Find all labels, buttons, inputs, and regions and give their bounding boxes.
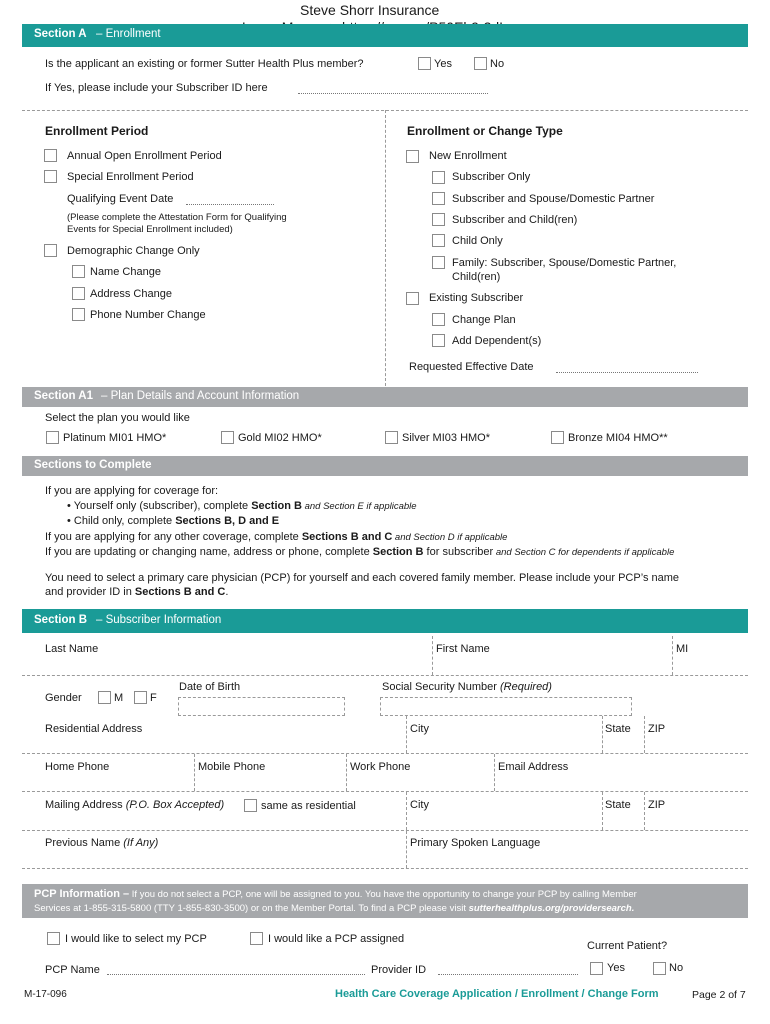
form-code: M-17-096: [24, 989, 67, 1000]
instruction-updating: [45, 546, 674, 558]
res-city-label: City: [410, 723, 429, 735]
dob-label: Date of Birth: [179, 681, 241, 693]
subscriber-spouse-label: Subscriber and Spouse/Domestic Partner: [452, 193, 655, 205]
gender-m-label: M: [114, 692, 124, 704]
demographic-change-label: Demographic Change Only: [67, 245, 200, 257]
enrollment-period-heading: Enrollment Period: [45, 124, 149, 138]
col-divider: [602, 792, 603, 830]
gender-f-checkbox[interactable]: [134, 691, 147, 704]
mailing-text: Mailing Address: [45, 799, 123, 811]
section-b-title: Section B: [34, 614, 88, 626]
mailing-address-label: [45, 799, 224, 811]
current-patient-no-label: No: [669, 962, 684, 974]
effective-date-field[interactable]: [556, 372, 698, 373]
watermark-line1: Steve Shorr Insurance: [300, 2, 440, 18]
col-divider: [602, 716, 603, 753]
pcp-instruction-2: [45, 586, 228, 598]
pcp-info-text: Services at 1-855-315-5800 (TTY 1-855-830-3500) or on the Member Portal. To find a PCP please visit: [34, 903, 469, 914]
instruction-bold: Sections B and C: [301, 531, 393, 543]
page-number: Page 2 of 7: [692, 989, 746, 1001]
address-change-checkbox[interactable]: [72, 287, 85, 300]
annual-enrollment-label: Annual Open Enrollment Period: [67, 150, 222, 162]
current-patient-label: Current Patient?: [587, 940, 668, 952]
existing-subscriber-label: Existing Subscriber: [429, 292, 524, 304]
member-question: Is the applicant an existing or former Sutter Health Plus member?: [45, 58, 364, 70]
instruction-bold: Section B: [372, 546, 424, 558]
family-checkbox[interactable]: [432, 256, 445, 269]
plan-bronze-label: Bronze MI04 HMO**: [568, 432, 668, 444]
section-a-subtitle: – Enrollment: [96, 28, 161, 40]
member-yes-label: Yes: [434, 58, 452, 70]
ssn-field[interactable]: [380, 697, 632, 716]
primary-language-label: Primary Spoken Language: [410, 837, 541, 849]
instruction-bold: Sections B, D and E: [175, 515, 280, 527]
instruction-text: • Yourself only (subscriber), complete: [67, 500, 252, 512]
address-change-label: Address Change: [90, 288, 172, 300]
qualifying-date-label: Qualifying Event Date: [67, 193, 174, 205]
instruction-text: for subscriber: [423, 546, 494, 558]
plan-silver-checkbox[interactable]: [385, 431, 398, 444]
special-enrollment-label: Special Enrollment Period: [67, 171, 194, 183]
section-a1-title: Section A1: [34, 390, 94, 402]
demographic-change-checkbox[interactable]: [44, 244, 57, 257]
change-plan-label: Change Plan: [452, 314, 516, 326]
col-divider: [644, 792, 645, 830]
ssn-label: [382, 681, 552, 693]
section-a1-subtitle: – Plan Details and Account Information: [101, 390, 300, 402]
previous-name-text: Previous Name: [45, 837, 121, 849]
instruction-child: [67, 515, 279, 527]
previous-name-label: [45, 837, 158, 849]
pcp-info-header: [22, 884, 748, 918]
plan-bronze-checkbox[interactable]: [551, 431, 564, 444]
special-enrollment-checkbox[interactable]: [44, 170, 57, 183]
member-no-label: No: [490, 58, 505, 70]
mail-state-label: State: [605, 799, 631, 811]
pcp-instruction-1: You need to select a primary care physician (PCP) for yourself and each covered family member. Please include your PCP’s name: [45, 572, 680, 584]
plan-gold-checkbox[interactable]: [221, 431, 234, 444]
phone-change-checkbox[interactable]: [72, 308, 85, 321]
name-change-checkbox[interactable]: [72, 265, 85, 278]
instruction-text: If you are applying for any other coverage, complete: [45, 531, 302, 543]
subscriber-children-label: Subscriber and Child(ren): [452, 214, 578, 226]
row-divider: [22, 753, 748, 754]
family-label-2: Child(ren): [452, 271, 501, 283]
name-change-label: Name Change: [90, 266, 161, 278]
dob-field[interactable]: [178, 697, 345, 716]
col-divider: [406, 831, 407, 868]
row-divider: [22, 868, 748, 869]
sections-to-complete-title: Sections to Complete: [34, 459, 152, 471]
col-divider: [346, 754, 347, 791]
divider: [385, 110, 386, 386]
select-pcp-checkbox[interactable]: [47, 932, 60, 945]
if-any-note: (If Any): [123, 837, 159, 849]
mail-zip-label: ZIP: [648, 799, 666, 811]
plan-silver-label: Silver MI03 HMO*: [402, 432, 491, 444]
gender-m-checkbox[interactable]: [98, 691, 111, 704]
sections-to-complete-header: [22, 456, 748, 476]
col-divider: [432, 636, 433, 675]
attestation-note-1: (Please complete the Attestation Form for Qualifying: [67, 212, 287, 223]
add-dependents-checkbox[interactable]: [432, 334, 445, 347]
row-divider: [22, 791, 748, 792]
pcp-info-title: PCP Information –: [34, 888, 130, 900]
instruction-italic: and Section C for dependents if applicable: [493, 547, 675, 558]
instruction-italic: and Section D if applicable: [392, 532, 508, 543]
subscriber-children-checkbox[interactable]: [432, 213, 445, 226]
new-enrollment-label: New Enrollment: [429, 150, 507, 162]
instruction-text: If you are updating or changing name, address or phone, complete: [45, 546, 373, 558]
qualifying-date-field[interactable]: [186, 204, 274, 205]
new-enrollment-checkbox[interactable]: [406, 150, 419, 163]
gender-label: Gender: [45, 692, 82, 704]
col-divider: [644, 716, 645, 753]
email-label: Email Address: [498, 761, 569, 773]
col-divider: [494, 754, 495, 791]
attestation-note-2: Events for Special Enrollment included): [67, 224, 233, 235]
res-state-label: State: [605, 723, 631, 735]
family-label-1: Family: Subscriber, Spouse/Domestic Partner,: [452, 257, 677, 269]
residential-address-label: Residential Address: [45, 723, 143, 735]
section-b-subtitle: – Subscriber Information: [96, 614, 222, 626]
gender-f-label: F: [150, 692, 157, 704]
plan-platinum-label: Platinum MI01 HMO*: [63, 432, 167, 444]
child-only-checkbox[interactable]: [432, 234, 445, 247]
ssn-required: (Required): [500, 681, 552, 693]
col-divider: [194, 754, 195, 791]
res-zip-label: ZIP: [648, 723, 666, 735]
assign-pcp-label: I would like a PCP assigned: [268, 933, 405, 945]
section-a-title: Section A: [34, 28, 87, 40]
mobile-phone-label: Mobile Phone: [198, 761, 266, 773]
home-phone-label: Home Phone: [45, 761, 110, 773]
instruction-italic: and Section E if applicable: [301, 501, 417, 512]
pcp-name-field[interactable]: [107, 974, 365, 975]
select-pcp-label: I would like to select my PCP: [65, 933, 207, 945]
pcp-info-text: If you do not select a PCP, one will be assigned to you. You have the opportunity to change your PCP by calling Member: [129, 889, 637, 900]
existing-subscriber-checkbox[interactable]: [406, 292, 419, 305]
mi-label: MI: [676, 643, 689, 655]
first-name-label: First Name: [436, 643, 490, 655]
member-yes-checkbox[interactable]: [418, 57, 431, 70]
annual-enrollment-checkbox[interactable]: [44, 149, 57, 162]
current-patient-yes-label: Yes: [607, 962, 625, 974]
work-phone-label: Work Phone: [350, 761, 411, 773]
coverage-intro: If you are applying for coverage for:: [45, 485, 219, 497]
subscriber-id-label: If Yes, please include your Subscriber ID here: [45, 82, 268, 94]
child-only-label: Child Only: [452, 235, 503, 247]
provider-id-field[interactable]: [438, 974, 578, 975]
plan-platinum-checkbox[interactable]: [46, 431, 59, 444]
col-divider: [406, 716, 407, 753]
section-a-header: [22, 24, 748, 47]
section-a1-header: [22, 387, 748, 407]
pcp-info-line2: [34, 902, 634, 915]
instruction-bold: Section B: [251, 500, 302, 512]
member-no-checkbox[interactable]: [474, 57, 487, 70]
provider-search-link[interactable]: sutterhealthplus.org/providersearch.: [468, 903, 635, 914]
change-type-heading: Enrollment or Change Type: [407, 124, 563, 138]
row-divider: [22, 830, 748, 831]
subscriber-only-label: Subscriber Only: [452, 171, 531, 183]
last-name-label: Last Name: [45, 643, 99, 655]
col-divider: [406, 792, 407, 830]
mail-city-label: City: [410, 799, 429, 811]
instruction-bold: Sections B and C: [134, 586, 226, 598]
pcp-name-label: PCP Name: [45, 964, 100, 976]
current-patient-no-checkbox[interactable]: [653, 962, 666, 975]
section-b-header: [22, 609, 748, 633]
select-plan-label: Select the plan you would like: [45, 412, 190, 424]
instruction-text: • Child only, complete: [67, 515, 176, 527]
instruction-yourself: [67, 500, 417, 512]
same-as-residential-label: same as residential: [261, 800, 356, 812]
same-as-residential-checkbox[interactable]: [244, 799, 257, 812]
form-title: Health Care Coverage Application / Enrollment / Change Form: [335, 988, 659, 1000]
provider-id-label: Provider ID: [371, 964, 427, 976]
pcp-info-line1: [34, 888, 637, 901]
instruction-other: [45, 531, 507, 543]
change-plan-checkbox[interactable]: [432, 313, 445, 326]
subscriber-only-checkbox[interactable]: [432, 171, 445, 184]
add-dependents-label: Add Dependent(s): [452, 335, 542, 347]
phone-change-label: Phone Number Change: [90, 309, 206, 321]
plan-gold-label: Gold MI02 HMO*: [238, 432, 322, 444]
col-divider: [672, 636, 673, 675]
current-patient-yes-checkbox[interactable]: [590, 962, 603, 975]
ssn-text: Social Security Number: [382, 681, 497, 693]
assign-pcp-checkbox[interactable]: [250, 932, 263, 945]
instruction-text: and provider ID in: [45, 586, 135, 598]
effective-date-label: Requested Effective Date: [409, 361, 534, 373]
instruction-text: .: [225, 586, 229, 598]
po-box-note: (P.O. Box Accepted): [125, 799, 225, 811]
subscriber-id-field[interactable]: [298, 93, 488, 94]
row-divider: [22, 675, 748, 676]
subscriber-spouse-checkbox[interactable]: [432, 192, 445, 205]
